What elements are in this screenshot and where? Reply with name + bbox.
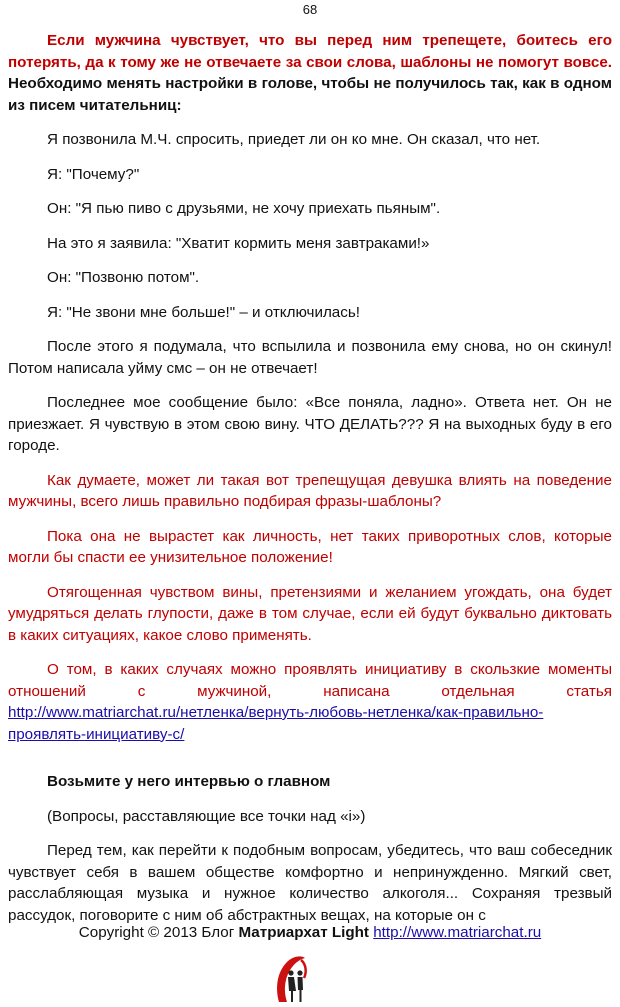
intro-black-text: Необходимо менять настройки в голове, чтобы не получилось так, как в одном из писем читательниц: — [8, 75, 612, 114]
footer-copyright: Copyright © 2013 Блог — [78, 924, 239, 941]
letter-paragraph-1: После этого я подумала, что вспылила и позвонила ему снова, но он скинул! Потом написала уйму смс – он не отвечает! — [8, 338, 612, 377]
section-heading: Возьмите у него интервью о главном — [47, 773, 331, 790]
dialog-line-5: Он: "Позвоню потом". — [47, 269, 200, 286]
dialog-line-3: Он: "Я пью пиво с друзьями, не хочу приехать пьяным". — [47, 200, 441, 217]
article-link-paragraph — [8, 702, 612, 745]
final-paragraph: Перед тем, как перейти к подобным вопросам, убедитесь, что ваш собеседник чувствует себя в вашем обществе комфортно и непринужденно. Мягкий свет, расслабляющая музыка и нужное количество алкоголя... Сохраняя трезвый рассудок, поговорите с ним об абстрактных вещах, на которые он с — [8, 842, 612, 924]
footer-blog-name: Матриархат Light — [238, 924, 369, 941]
red-paragraph-3: Отягощенная чувством вины, претензиями и желанием угождать, она будет умудряться делать глупости, даже в том случае, если ей будут буквально диктовать в каких ситуациях, какое слово применять. — [8, 583, 612, 644]
red-paragraph-2: Пока она не вырастет как личность, нет таких приворотных слов, которые могли бы спасти ее унизительное положение! — [8, 527, 612, 566]
intro-red-text: Если мужчина чувствует, что вы перед ним трепещете, боитесь его потерять, да к тому же не отвечаете за свои слова, шаблоны не помогут вовсе. — [8, 32, 612, 71]
dialog-line-4: На это я заявила: "Хватит кормить меня завтраками!» — [47, 234, 430, 252]
footer-url-link[interactable]: http://www.matriarchat.ru — [373, 924, 542, 941]
article-link[interactable]: http://www.matriarchat.ru/нетленка/вернуть-любовь-нетленка/как-правильно-проявлять-инициативу-с/ — [8, 704, 544, 743]
red-paragraph-4: О том, в каких случаях можно проявлять инициативу в скользкие моменты отношений с мужчиной, написана отдельная статья — [8, 661, 612, 700]
page-content — [8, 30, 612, 939]
page-number: 68 — [302, 2, 318, 17]
dialog-line-1: Я позвонила М.Ч. спросить, приедет ли он ко мне. Он сказал, что нет. — [47, 131, 541, 148]
footer — [0, 924, 620, 941]
section-subtitle: (Вопросы, расставляющие все точки над «i») — [47, 807, 366, 825]
red-paragraph-1: Как думаете, может ли такая вот трепещущая девушка влиять на поведение мужчины, всего лишь правильно подбирая фразы-шаблоны? — [8, 471, 612, 510]
dialog-line-6: Я: "Не звони мне больше!" – и отключилась! — [47, 303, 360, 321]
intro-paragraph — [8, 30, 612, 116]
dialog-line-2: Я: "Почему?" — [47, 165, 140, 183]
couple-logo-icon — [271, 952, 311, 1004]
letter-paragraph-2: Последнее мое сообщение было: «Все поняла, ладно». Ответа нет. Он не приезжает. Я чувствую в этом свою вину. ЧТО ДЕЛАТЬ??? Я на выходных буду в его городе. — [8, 394, 612, 454]
